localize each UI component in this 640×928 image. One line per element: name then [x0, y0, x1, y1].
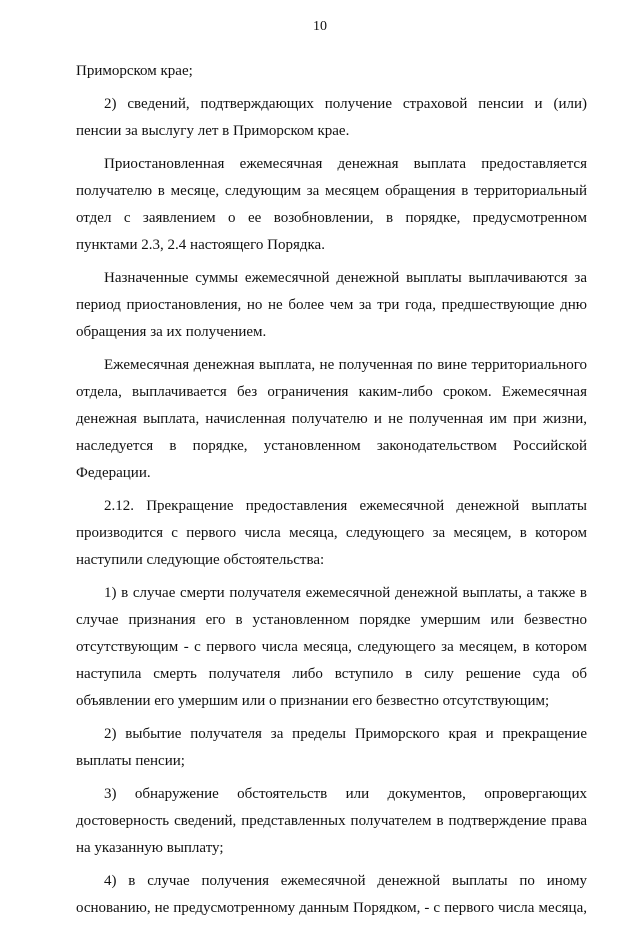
text-line: Федерации.: [76, 465, 151, 481]
text-line: на указанную выплату;: [76, 840, 224, 856]
text-line: наступили следующие обстоятельства:: [76, 552, 325, 568]
text-line: получателю в месяце, следующим за месяцем обращения в территориальный: [76, 183, 587, 199]
text-line: 2) выбытие получателя за пределы Приморского края и прекращение: [104, 726, 587, 742]
text-line: 4) в случае получения ежемесячной денежной выплаты по иному: [104, 873, 587, 889]
text-line: Ежемесячная денежная выплата, не полученная по вине территориального: [104, 357, 587, 373]
text-line: 2) сведений, подтверждающих получение страховой пенсии и (или): [104, 96, 587, 112]
text-line: отсутствующим - с первого числа месяца, следующего за месяцем, в котором: [76, 639, 587, 655]
text-line: основанию, не предусмотренному данным Порядком, - с первого числа месяца,: [76, 900, 587, 916]
paragraph: [76, 265, 587, 346]
paragraph: [76, 781, 587, 862]
text-line: 3) обнаружение обстоятельств или документов, опровергающих: [104, 786, 587, 802]
paragraph: [76, 58, 587, 85]
text-line: наследуется в порядке, установленном законодательством Российской: [76, 438, 587, 454]
text-line: пунктами 2.3, 2.4 настоящего Порядка.: [76, 237, 325, 253]
text-line: денежная выплата, начисленная получателю и не полученная им при жизни,: [76, 411, 587, 427]
paragraph: [76, 580, 587, 715]
paragraph: [76, 868, 587, 922]
paragraph: [76, 493, 587, 574]
text-line: 1) в случае смерти получателя ежемесячной денежной выплаты, а также в: [104, 585, 587, 601]
paragraph: [76, 721, 587, 775]
text-line: Назначенные суммы ежемесячной денежной выплаты выплачиваются за: [104, 270, 587, 286]
paragraph: [76, 151, 587, 259]
page-number: 10: [313, 19, 327, 34]
text-line: отдел с заявлением о ее возобновлении, в порядке, предусмотренном: [76, 210, 587, 226]
text-line: период приостановления, но не более чем за три года, предшествующие дню: [76, 297, 587, 313]
paragraph: [76, 91, 587, 145]
paragraph: [76, 352, 587, 487]
text-line: Приморском крае;: [76, 63, 193, 79]
text-line: пенсии за выслугу лет в Приморском крае.: [76, 123, 350, 139]
text-line: достоверность сведений, представленных получателем в подтверждение права: [76, 813, 587, 829]
text-line: производится с первого числа месяца, следующего за месяцем, в котором: [76, 525, 587, 541]
text-line: выплаты пенсии;: [76, 753, 185, 769]
text-line: наступила смерть получателя либо вступило в силу решение суда об: [76, 666, 587, 682]
text-line: 2.12. Прекращение предоставления ежемесячной денежной выплаты: [104, 498, 587, 514]
text-line: отдела, выплачивается без ограничения каким-либо сроком. Ежемесячная: [76, 384, 587, 400]
text-line: обращения за их получением.: [76, 324, 267, 340]
document-body: [76, 58, 587, 928]
text-line: объявлении его умершим или о признании его безвестно отсутствующим;: [76, 693, 550, 709]
text-line: случае признания его в установленном порядке умершим или безвестно: [76, 612, 587, 628]
text-line: Приостановленная ежемесячная денежная выплата предоставляется: [104, 156, 587, 172]
